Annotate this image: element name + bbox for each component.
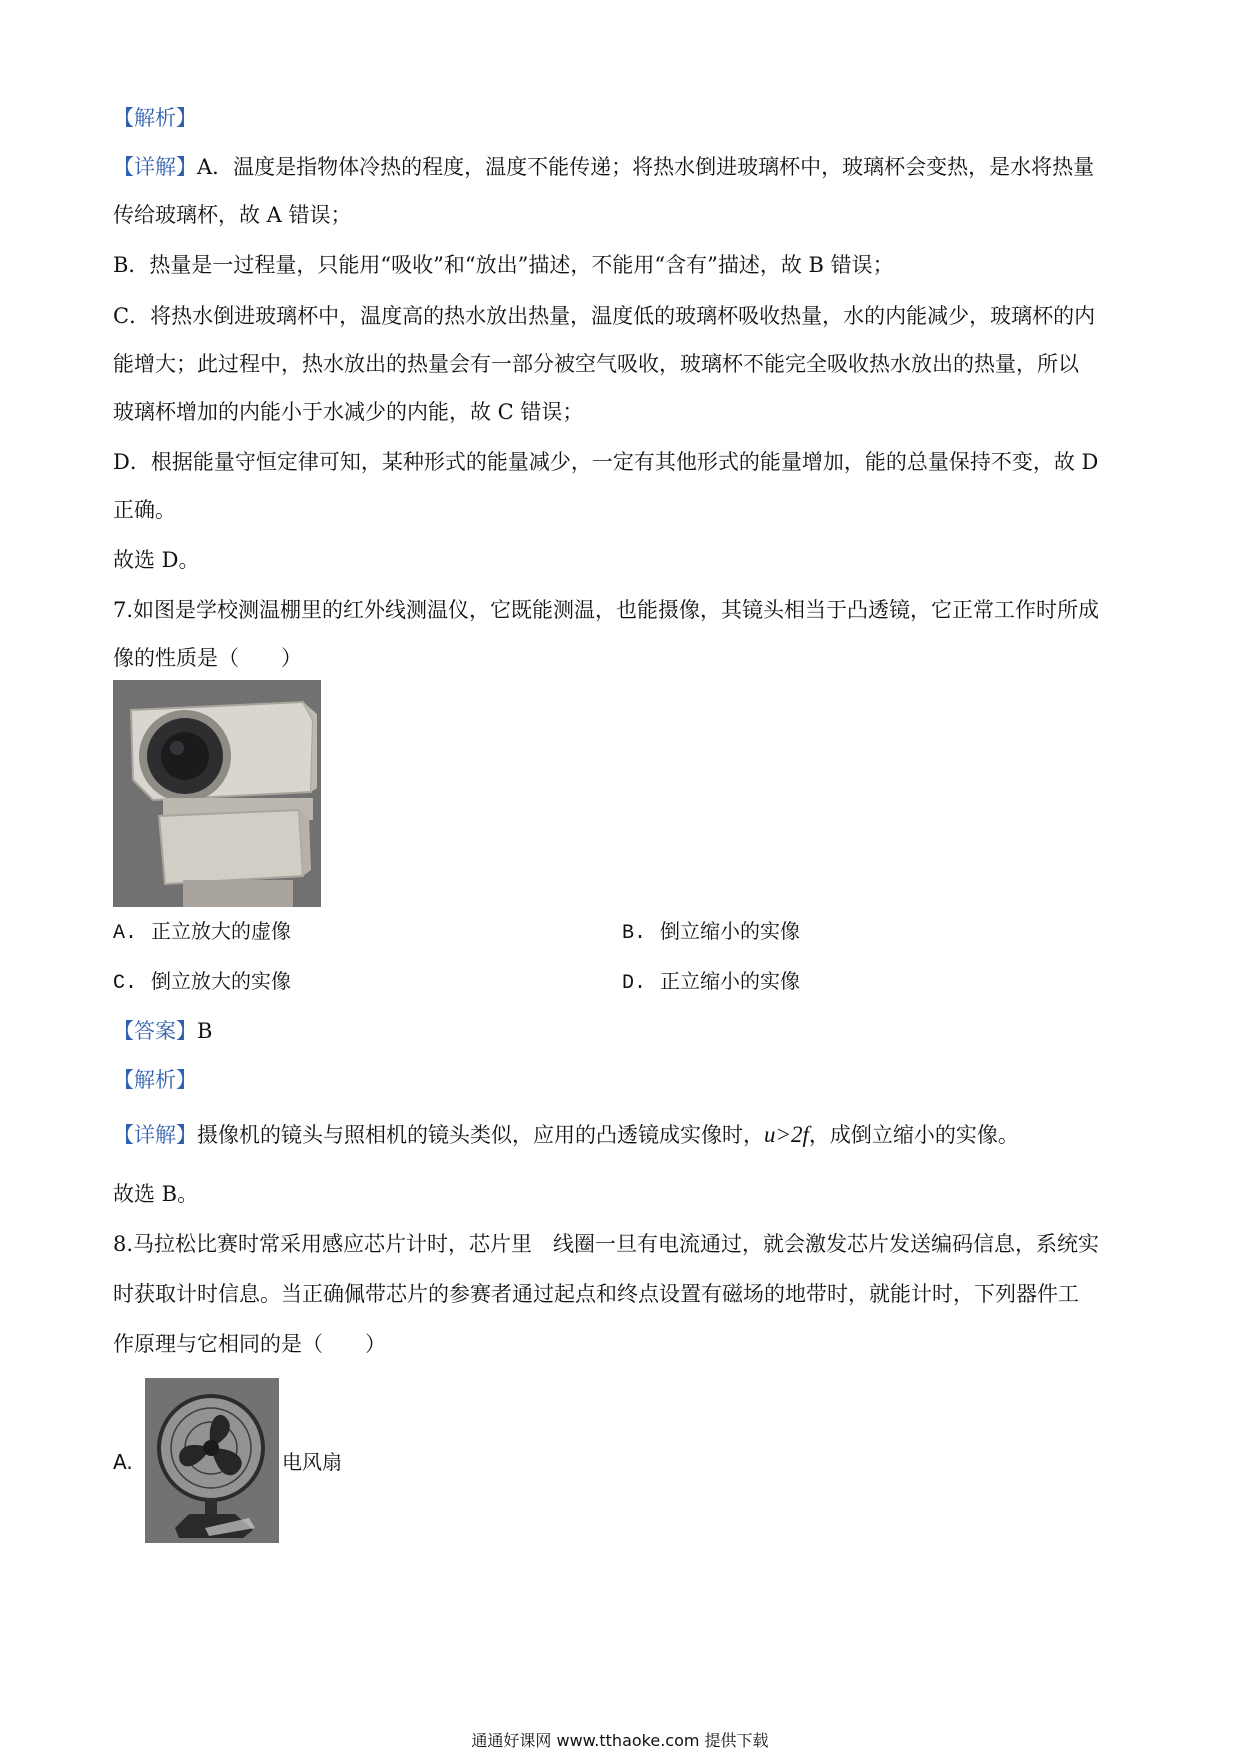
answer-label: 【答案】 — [113, 1019, 197, 1043]
q7-detail-line — [113, 1121, 1019, 1149]
q6-c-line3: 玻璃杯增加的内能小于水减少的内能，故 C 错误； — [113, 400, 584, 424]
thermal-camera-figure — [113, 680, 321, 907]
q7-choose: 故选 B。 — [113, 1182, 199, 1206]
q6-detail-line1 — [113, 153, 1094, 181]
q7-option-c-letter: C. — [113, 972, 138, 995]
q7-stem-line2: 像的性质是（ ） — [113, 646, 302, 670]
q7-stem-line1: 7.如图是学校测温棚里的红外线测温仪，它既能测温，也能摄像，其镜头相当于凸透镜，它正常工作时所成 — [113, 598, 1100, 622]
q7-detail-math: u>2f — [764, 1122, 809, 1147]
q7-answer — [113, 1017, 212, 1045]
answer-value: B — [197, 1019, 213, 1043]
q7-option-b-text: 倒立缩小的实像 — [660, 919, 801, 943]
q7-option-c-text: 倒立放大的实像 — [151, 969, 292, 993]
q8-stem-line2: 时获取计时信息。当正确佩带芯片的参赛者通过起点和终点设置有磁场的地带时，就能计时，下列器件工 — [113, 1282, 1079, 1306]
q7-option-a-text: 正立放大的虚像 — [151, 919, 292, 943]
q8-option-a-text[interactable]: 电风扇 — [282, 1450, 342, 1474]
q7-option-c[interactable] — [113, 967, 291, 998]
q6-detail-line2: 传给玻璃杯，故 A 错误； — [113, 203, 352, 227]
page-footer: 通通好课网 www.tthaoke.com 提供下载 — [471, 1731, 769, 1750]
detail-label: 【详解】 — [113, 155, 197, 179]
q7-option-a[interactable] — [113, 917, 291, 948]
q6-d-line1: D．根据能量守恒定律可知，某种形式的能量减少，一定有其他形式的能量增加，能的总量保持不变，故 D — [113, 450, 1099, 474]
q6-c-line1: C．将热水倒进玻璃杯中，温度高的热水放出热量，温度低的玻璃杯吸收热量，水的内能减少，玻璃杯的内 — [113, 304, 1096, 328]
q7-detail-label: 【详解】 — [113, 1123, 197, 1147]
q7-detail-text-after: ，成倒立缩小的实像。 — [808, 1123, 1019, 1147]
q6-c-line2: 能增大；此过程中，热水放出的热量会有一部分被空气吸收，玻璃杯不能完全吸收热水放出的热量，所以 — [113, 352, 1079, 376]
q6-detail-text: A．温度是指物体冷热的程度，温度不能传递；将热水倒进玻璃杯中，玻璃杯会变热，是水将热量 — [197, 155, 1095, 179]
q7-option-d[interactable] — [622, 967, 800, 998]
q7-detail-text-before: 摄像机的镜头与照相机的镜头类似，应用的凸透镜成实像时， — [197, 1123, 764, 1147]
q7-option-b[interactable] — [622, 917, 800, 948]
q7-option-d-text: 正立缩小的实像 — [660, 969, 801, 993]
analysis-label: 【解析】 — [113, 106, 197, 130]
q7-option-d-letter: D. — [622, 972, 647, 995]
q7-option-b-letter: B. — [622, 922, 647, 945]
q7-analysis-label: 【解析】 — [113, 1068, 197, 1092]
electric-fan-figure — [145, 1378, 279, 1543]
q8-stem-line3: 作原理与它相同的是（ ） — [113, 1332, 386, 1356]
q8-option-a-letter[interactable]: A. — [113, 1450, 133, 1474]
q6-b-line: B．热量是一过程量，只能用“吸收”和“放出”描述，不能用“含有”描述，故 B 错误； — [113, 253, 894, 277]
q7-option-a-letter: A. — [113, 922, 138, 945]
q8-stem-line1: 8.马拉松比赛时常采用感应芯片计时，芯片里 线圈一旦有电流通过，就会激发芯片发送编码信息，系统实 — [113, 1232, 1100, 1256]
q6-choose: 故选 D。 — [113, 548, 200, 572]
q6-d-line2: 正确。 — [113, 498, 176, 522]
